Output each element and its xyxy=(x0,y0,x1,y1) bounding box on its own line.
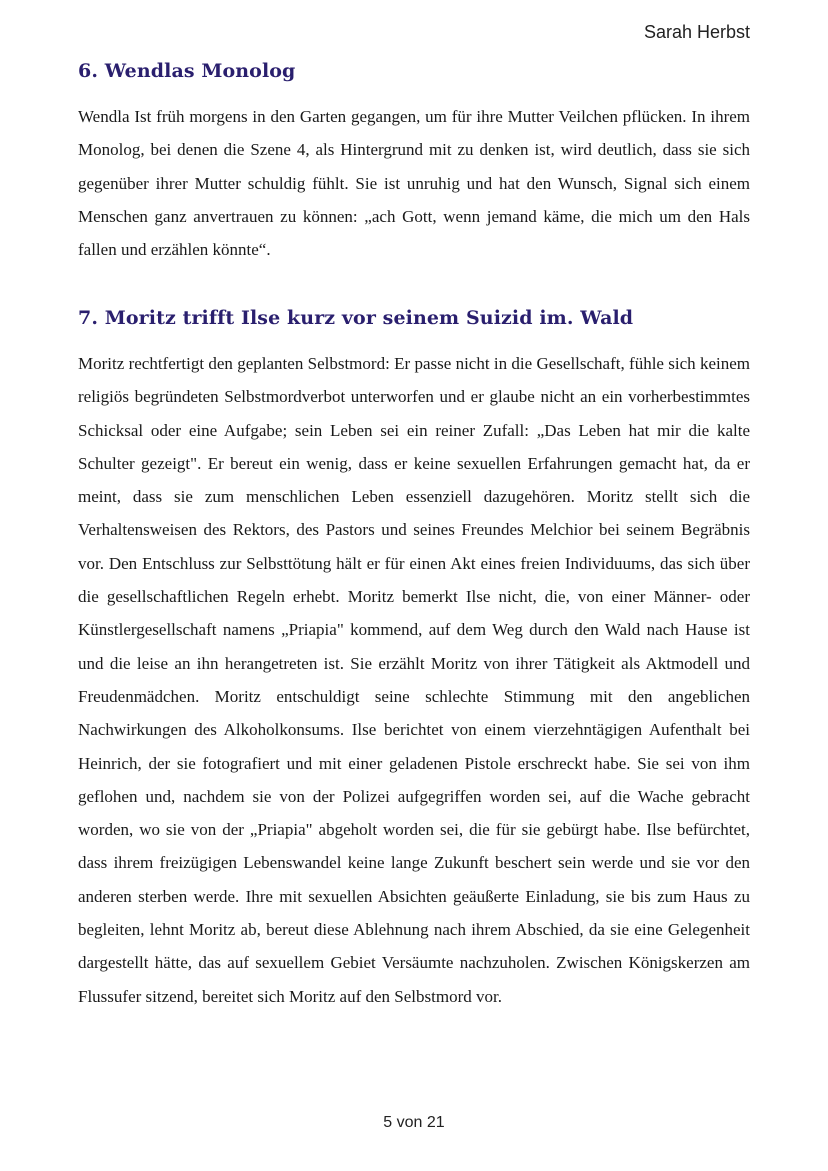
section-moritz-trifft-ilse xyxy=(78,307,750,1013)
section-wendlas-monolog xyxy=(78,60,750,266)
section-paragraph: Wendla Ist früh morgens in den Garten gegangen, um für ihre Mutter Veilchen pflücken. In ihrem Monolog, bei denen die Szene 4, als Hintergrund mit zu denken ist, wird deutlich, dass sie sich gegenüber ihrer Mutter schuldig fühlt. Sie ist unruhig und hat den Wunsch, Signal sich einem Menschen ganz anvertrauen zu können: „ach Gott, wenn jemand käme, die mich um den Hals fallen und erzählen könnte“. xyxy=(78,107,750,260)
page-number: 5 von 21 xyxy=(383,1114,445,1131)
section-paragraph: Moritz rechtfertigt den geplanten Selbstmord: Er passe nicht in die Gesellschaft, fühle sich keinem religiös begründeten Selbstmordverbot unterworfen und er glaube nicht an ein vorherbestimmtes Schicksal oder eine Aufgabe; sein Leben sei ein reiner Zufall: „Das Leben hat mir die kalte Schulter gezeigt". Er bereut ein wenig, dass er keine sexuellen Erfahrungen gemacht hat, da er meint, dass sie zum menschlichen Leben essenziell dazugehören. Moritz stellt sich die Verhaltensweisen des Rektors, des Pastors und seines Freundes Melchior bei seinem Begräbnis vor. Den Entschluss zur Selbsttötung hält er für einen Akt eines freien Individuums, das sich über die gesellschaftlichen Regeln erhebt. Moritz bemerkt Ilse nicht, die, von einer Männer- oder Künstlergesellschaft namens „Priapia" kommend, auf dem Weg durch den Wald nach Hause ist und die leise an ihn herangetreten ist. Sie erzählt Moritz von ihrer Tätigkeit als Aktmodell und Freudenmädchen. Moritz entschuldigt seine schlechte Stimmung mit den angeblichen Nachwirkungen des Alkoholkonsums. Ilse berichtet von einem vierzehntägigen Aufenthalt bei Heinrich, der sie fotografiert und mit einer geladenen Pistole erschreckt habe. Sie sei von ihm geflohen und, nachdem sie von der Polizei aufgegriffen worden sei, auf die Wache gebracht worden, wo sie von der „Priapia" abgeholt worden sei, die für sie gebürgt habe. Ilse befürchtet, dass ihrem freizügigen Lebenswandel keine lange Zukunft beschert sein werde und sie vor den anderen sterben werde. Ihre mit sexuellen Absichten geäußerte Einladung, sie bis zum Haus zu begleiten, lehnt Moritz ab, bereut diese Ablehnung nach ihrem Abschied, da sie eine Gelegenheit dargestellt hätte, das auf sexuellem Gebiet Versäumte nachzuholen. Zwischen Königskerzen am Flussufer sitzend, bereitet sich Moritz auf den Selbstmord vor. xyxy=(78,354,750,1006)
author-name: Sarah Herbst xyxy=(643,22,750,42)
section-heading: 6. Wendlas Monolog xyxy=(78,60,296,82)
section-heading: 7. Moritz trifft Ilse kurz vor seinem Suizid im. Wald xyxy=(78,307,634,329)
